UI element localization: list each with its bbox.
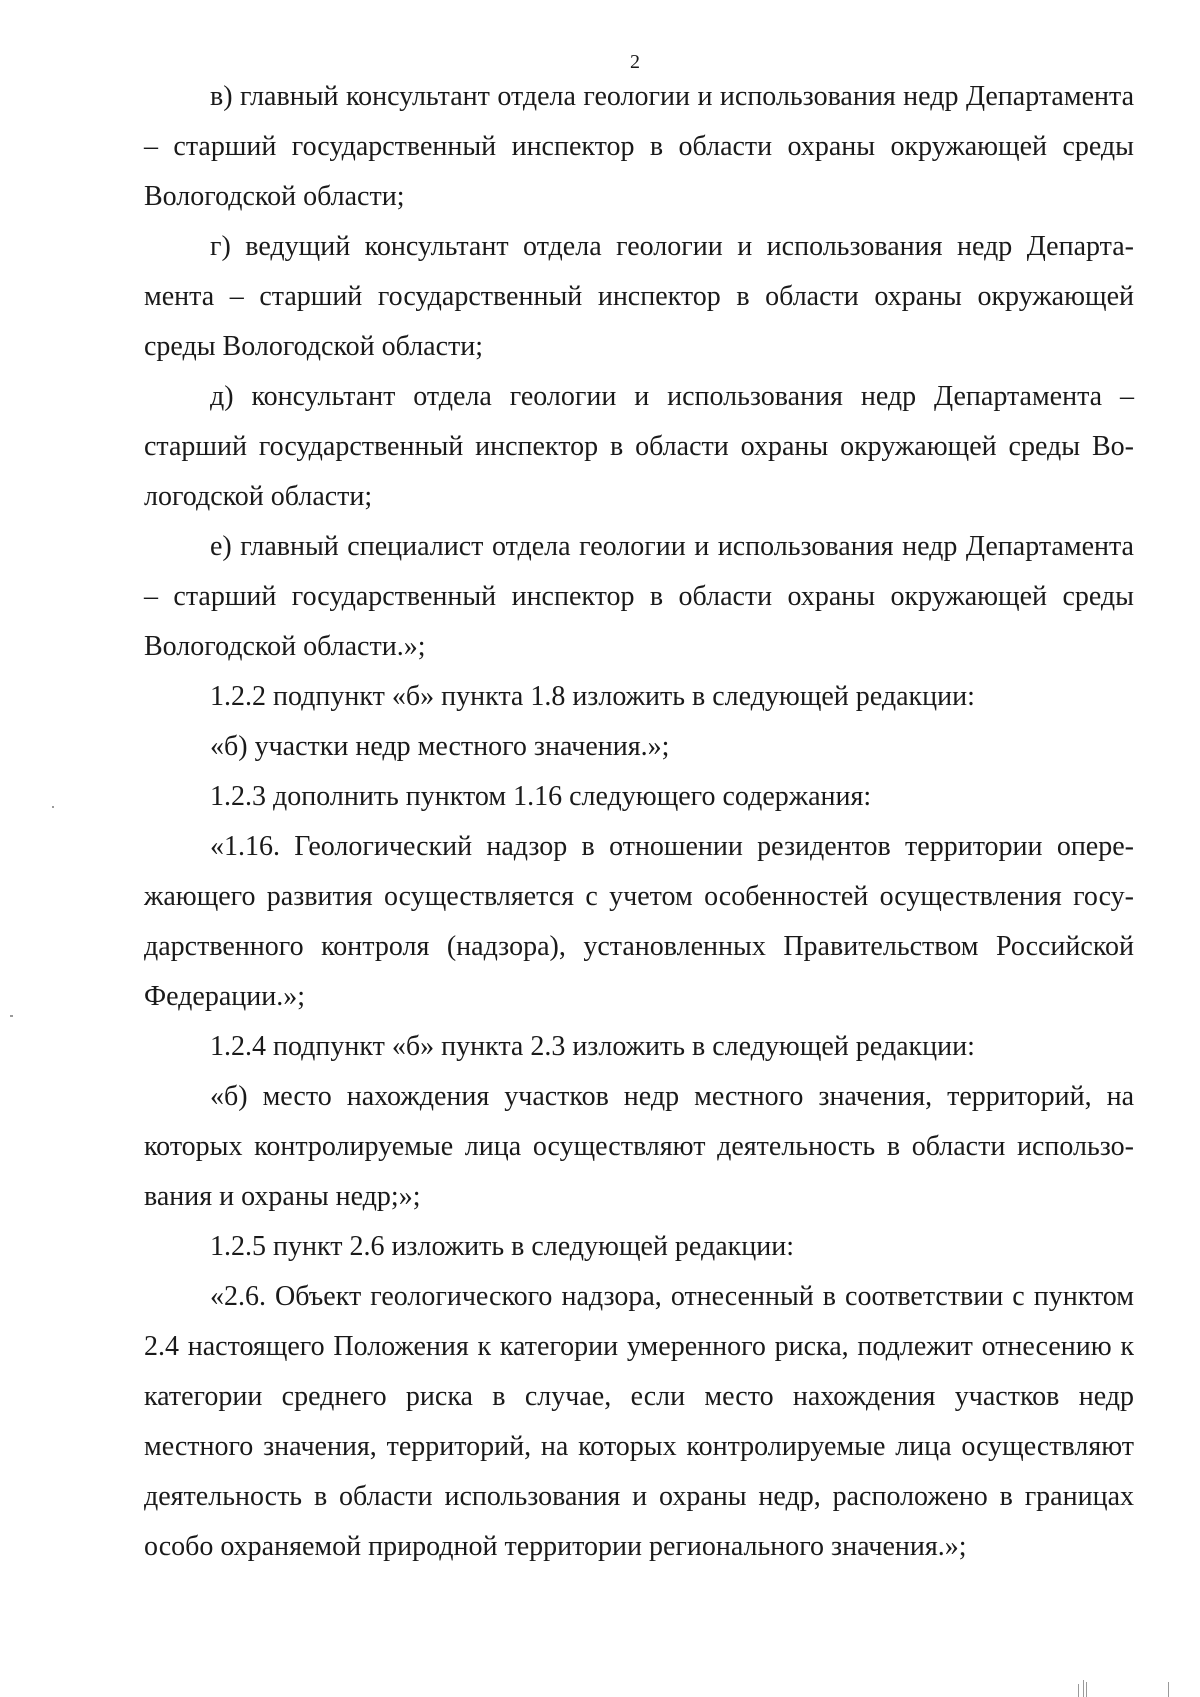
paragraph-1-2-5: 1.2.5 пункт 2.6 изложить в следующей редакции: bbox=[210, 1231, 794, 1262]
document-body bbox=[144, 72, 1134, 1572]
paragraph-1-2-4: 1.2.4 подпункт «б» пункта 2.3 изложить в следующей редакции: bbox=[210, 1031, 975, 1062]
paragraph-quote-b: «б) участки недр местного значения.»; bbox=[210, 731, 670, 762]
page-number: 2 bbox=[630, 51, 640, 73]
paragraph-1-2-3: 1.2.3 дополнить пунктом 1.16 следующего содержания: bbox=[210, 781, 872, 812]
scan-mark-bottom-2 bbox=[1083, 1680, 1084, 1697]
paragraph-item-e: е) главный специалист отдела геологии и использования недр Департамента – старший государственный инспектор в области охраны окружающей среды Вологодской области.»; bbox=[144, 531, 1134, 662]
paragraph-item-g: г) ведущий консультант отдела геологии и использования недр Департамента – старший государственный инспектор в области охраны окружающей среды Вологодской области; bbox=[144, 231, 1134, 362]
scan-mark-left-top bbox=[52, 806, 54, 808]
paragraph-item-v: в) главный консультант отдела геологии и использования недр Департамента – старший государственный инспектор в области охраны окружающей среды Вологодской области; bbox=[144, 81, 1134, 212]
paragraph-1-2-2: 1.2.2 подпункт «б» пункта 1.8 изложить в следующей редакции: bbox=[210, 681, 975, 712]
scan-mark-bottom-1 bbox=[1078, 1684, 1079, 1697]
scan-mark-bottom-3 bbox=[1086, 1682, 1087, 1697]
paragraph-item-d: д) консультант отдела геологии и использования недр Департамента – старший государственный инспектор в области охраны окружающей среды Вологодской области; bbox=[144, 381, 1134, 512]
paragraph-quote-b-location: «б) место нахождения участков недр местного значения, территорий, на которых контролируемые лица осуществляют деятельность в области использования и охраны недр;»; bbox=[144, 1081, 1134, 1212]
paragraph-quote-1-16: «1.16. Геологический надзор в отношении резидентов территории опережающего развития осуществляется с учетом особенностей осуществления государственного контроля (надзора), установленных Правительством Российской Федерации.»; bbox=[144, 831, 1134, 1012]
scan-mark-left-bottom bbox=[10, 1015, 13, 1017]
paragraph-quote-2-6: «2.6. Объект геологического надзора, отнесенный в соответствии с пунктом 2.4 настоящего Положения к категории умеренного риска, подлежит отнесению к категории среднего риска в случае, если место нахождения участков недр местного значения, территорий, на которых контролируемые лица осуществляют деятельность в области использования и охраны недр, расположено в границах особо охраняемой природной территории регионального значения.»; bbox=[144, 1281, 1134, 1562]
scan-mark-bottom-4 bbox=[1168, 1682, 1169, 1697]
